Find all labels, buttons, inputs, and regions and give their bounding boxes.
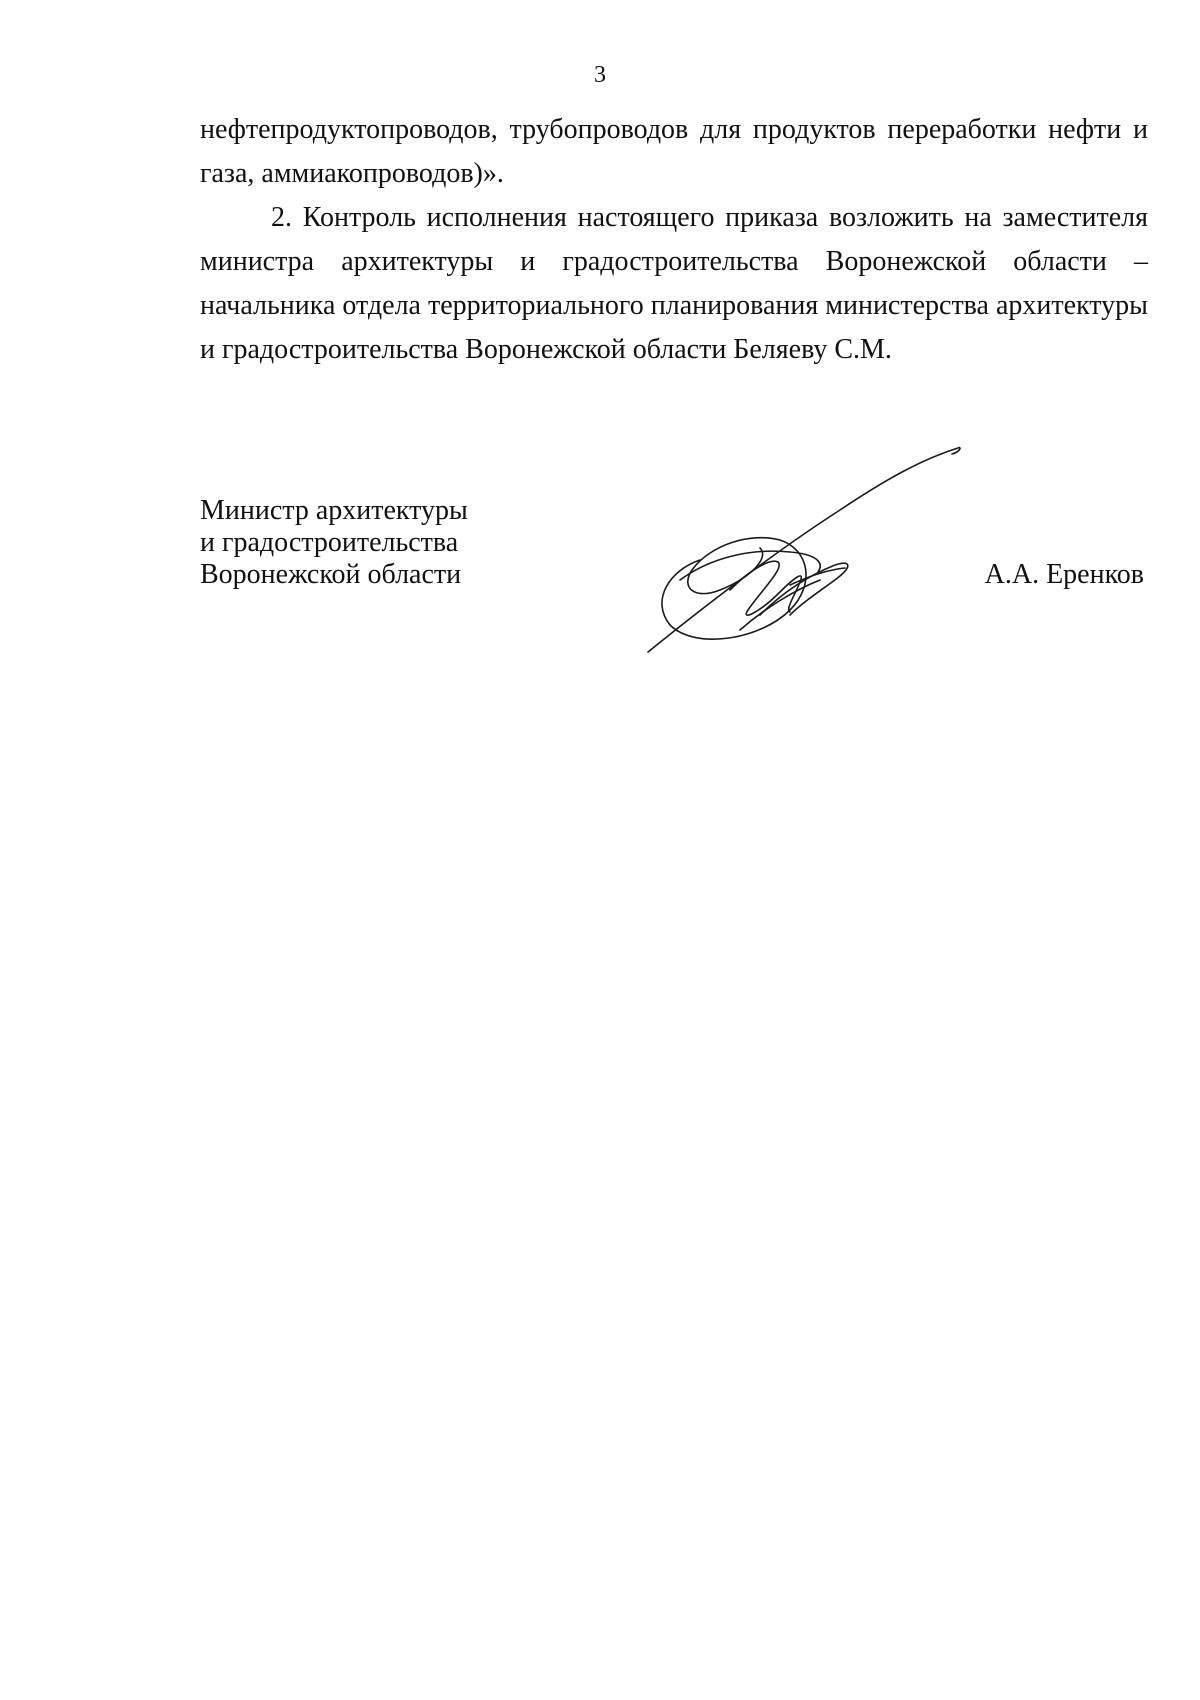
signer-title-line: и градостроительства [200, 527, 459, 558]
paragraph-continuation: нефтепродуктопроводов, трубопроводов для продуктов переработки нефти и газа, аммиакопроводов)». [200, 114, 1148, 189]
signer-name: А.А. Еренков [984, 559, 1144, 590]
document-body [200, 108, 1148, 372]
handwritten-signature [640, 440, 980, 660]
signer-title [200, 495, 468, 591]
signer-title-line: Воронежской области [200, 559, 462, 590]
signer-title-line: Министр архитектуры [200, 495, 468, 526]
paragraph-item-2: 2. Контроль исполнения настоящего приказа возложить на заместителя министра архитектуры и градостроительства Воронежской области – начальника отдела территориального планирования министерства архитектуры и градостроительства Воронежской области Беляеву С.М. [200, 202, 1148, 365]
page-number: 3 [594, 62, 606, 88]
